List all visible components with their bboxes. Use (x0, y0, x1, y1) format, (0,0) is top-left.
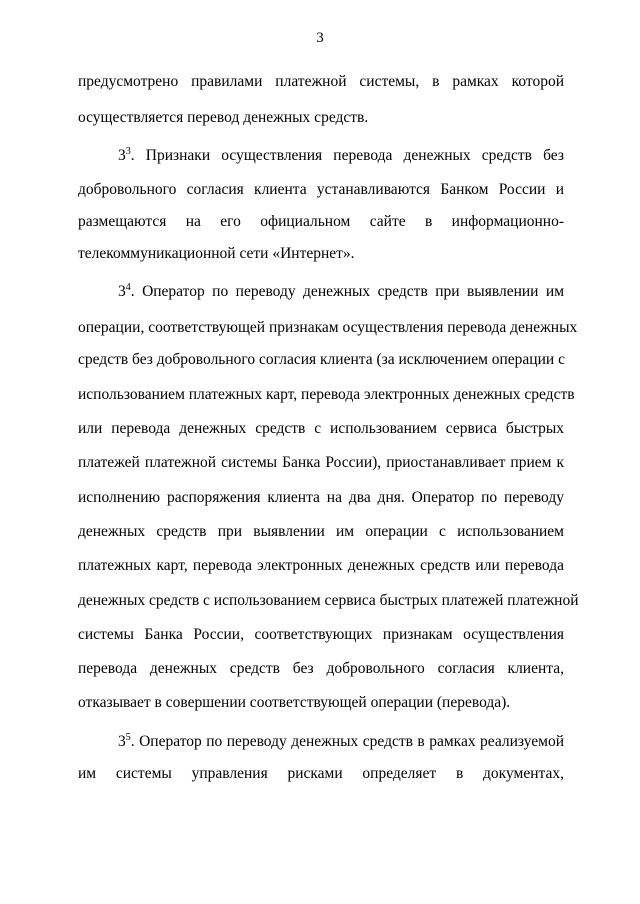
text-line: исполнению распоряжения клиента на два дня. Оператор по переводу (78, 489, 564, 506)
text-line: перевода денежных средств без добровольного согласия клиента, (78, 660, 564, 677)
text-line: им системы управления рисками определяет в документах, (78, 765, 564, 782)
text-fragment: . Оператор по переводу денежных средств в рамках реализуемой (130, 733, 564, 750)
paragraph-superscript: 4 (125, 281, 131, 293)
paragraph-number: 3 (118, 283, 126, 300)
text-line: предусмотрено правилами платежной системы, в рамках которой (78, 73, 564, 90)
text-line: телекоммуникационной сети «Интернет». (78, 245, 355, 262)
text-line: или перевода денежных средств с использованием сервиса быстрых (78, 420, 564, 437)
text-line: денежных средств с использованием сервиса быстрых платежей платежной (78, 592, 579, 609)
text-line: денежных средств при выявлении им операции с использованием (78, 523, 564, 540)
text-line: осуществляется перевод денежных средств. (78, 109, 369, 126)
text-line: добровольного согласия клиента устанавливаются Банком России и (78, 181, 564, 198)
text-line: платежей платежной системы Банка России), приостанавливает прием к (78, 454, 564, 471)
paragraph-start-line (118, 282, 564, 302)
page-number: 3 (316, 30, 324, 46)
text-line: размещаются на его официальном сайте в информационно- (78, 213, 564, 230)
paragraph-start-line (118, 146, 564, 166)
text-line: отказывает в совершении соответствующей операции (перевода). (78, 694, 511, 711)
paragraph-number: 3 (118, 733, 126, 750)
text-fragment: . Оператор по переводу денежных средств при выявлении им (130, 283, 564, 300)
text-line: платежных карт, перевода электронных денежных средств или перевода (78, 557, 564, 574)
paragraph-superscript: 3 (125, 145, 131, 157)
paragraph-start-line (118, 732, 564, 752)
paragraph-number: 3 (118, 147, 126, 164)
text-fragment: . Признаки осуществления перевода денежных средств без (130, 147, 564, 164)
text-line: операции, соответствующей признакам осуществления перевода денежных (78, 319, 578, 336)
paragraph-superscript: 5 (125, 731, 131, 743)
text-line: системы Банка России, соответствующих признакам осуществления (78, 626, 564, 643)
text-line: средств без добровольного согласия клиента (за исключением операции с (78, 351, 565, 368)
text-line: использованием платежных карт, перевода электронных денежных средств (78, 386, 575, 403)
